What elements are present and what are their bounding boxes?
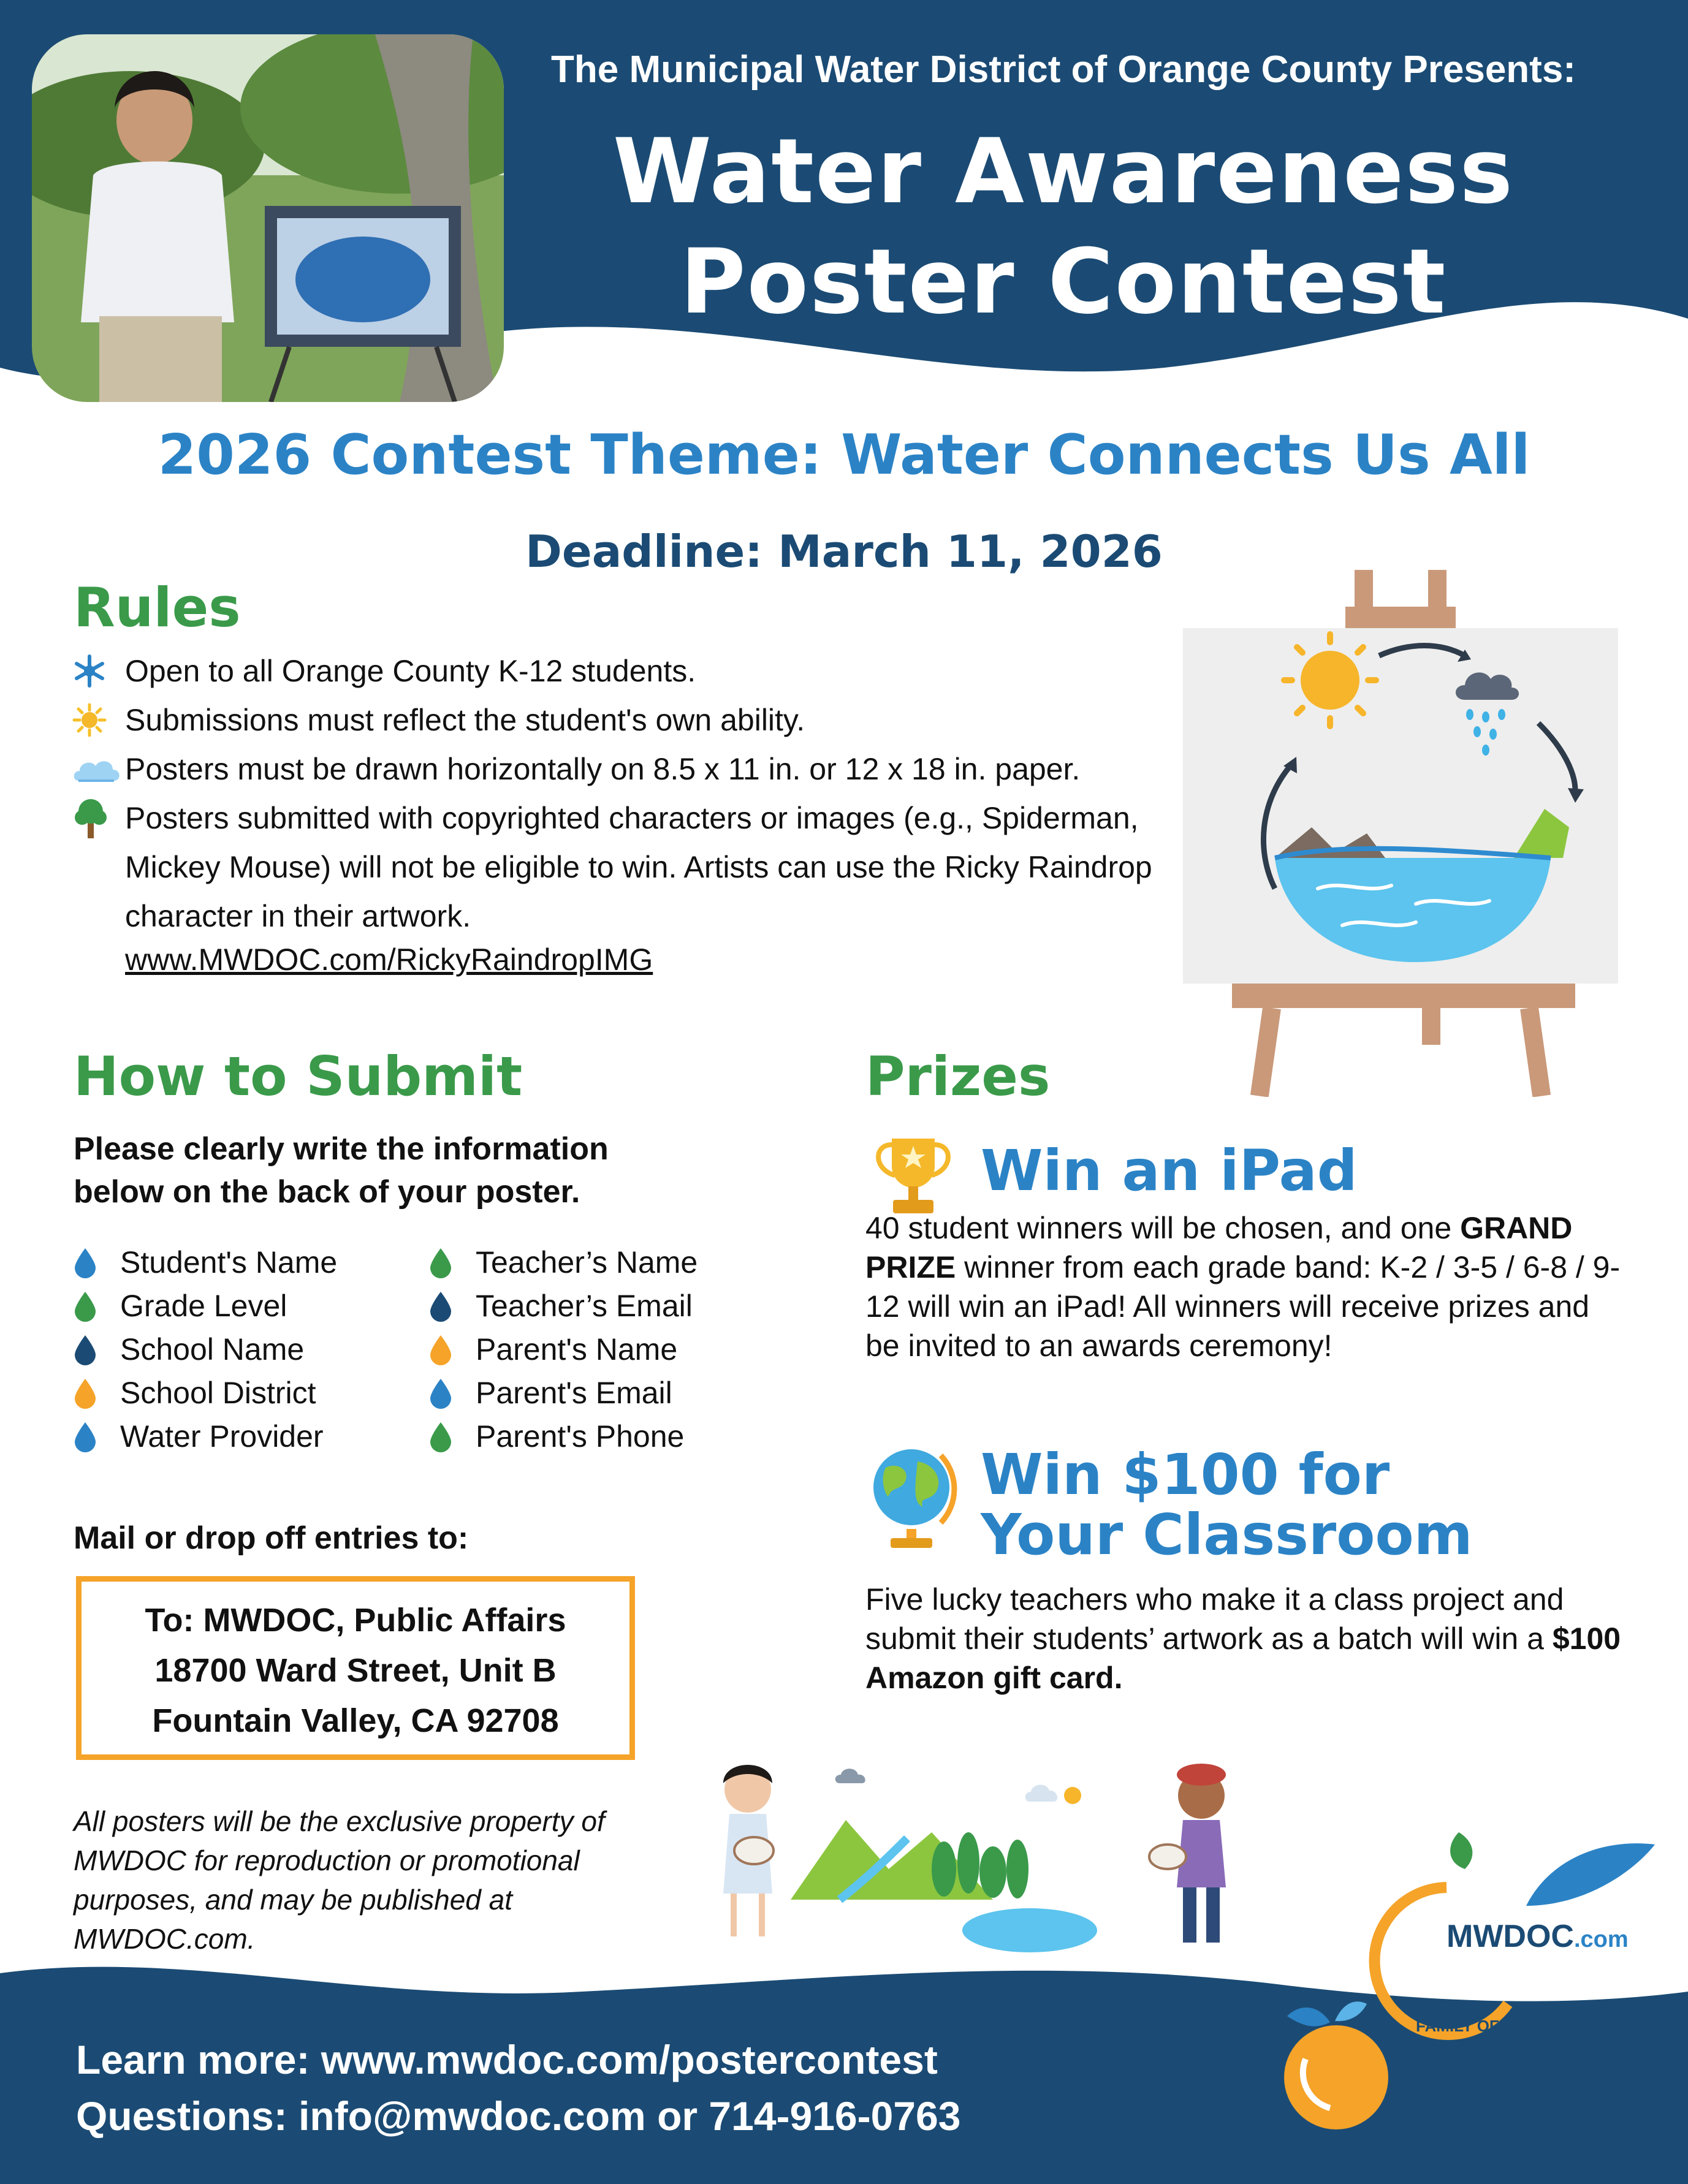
water-drop-icon (429, 1284, 476, 1328)
classroom-title-line-1: Win $100 for (981, 1442, 1390, 1507)
rule-text: Open to all Orange County K-12 students. (125, 654, 696, 688)
field-label: Teacher’s Email (476, 1289, 693, 1323)
water-drop-icon (429, 1415, 476, 1458)
presenter-line: The Municipal Water District of Orange County Presents: (551, 48, 1576, 91)
ipad-text-part: winner from each grade band: K-2 / 3-5 / 6-8 / 9-12 will win an iPad! All winners will receive prizes and be invited to an awards ceremony! (865, 1250, 1621, 1363)
field-item (74, 1284, 337, 1328)
mwdoc-logo-tagline (1416, 2016, 1673, 2055)
logo-tagline-line: WATER PROVIDERS (1416, 2036, 1571, 2055)
title-line-1: Water Awareness (612, 119, 1515, 224)
water-drop-icon (429, 1328, 476, 1371)
field-item (429, 1284, 698, 1328)
grand-prize-label: GRAND PRIZE (865, 1211, 1573, 1284)
logo-tagline-line: FAMILY OF ORANGE COUNTY (1416, 2017, 1646, 2035)
field-label: Parent's Name (476, 1332, 678, 1367)
page-title (466, 116, 1661, 337)
learn-more-link[interactable]: Learn more: www.mwdoc.com/postercontest (76, 2037, 938, 2082)
field-item (429, 1371, 698, 1415)
required-fields-left (74, 1241, 337, 1458)
field-item (74, 1328, 337, 1371)
trophy-icon (867, 1132, 959, 1218)
required-fields-right (429, 1241, 698, 1458)
water-drop-icon (74, 1328, 120, 1371)
classroom-title-line-2: Your Classroom (981, 1502, 1473, 1568)
classroom-text-part: Five lucky teachers who make it a class project and submit their students’ artwork as a batch will win a (865, 1582, 1564, 1656)
logo-suffix-text: .com (1573, 1927, 1629, 1952)
rule-item (72, 696, 1206, 745)
easel-water-cycle-illustration (1183, 570, 1618, 1097)
address-line: Fountain Valley, CA 92708 (152, 1702, 559, 1739)
water-drop-icon (74, 1241, 120, 1284)
water-drop-icon (429, 1371, 476, 1415)
field-label: Teacher’s Name (476, 1245, 698, 1280)
rule-text: Posters must be drawn horizontally on 8.5 x 11 in. or 12 x 18 in. paper. (125, 752, 1081, 786)
rules-list (72, 646, 1206, 941)
gift-card-label: $100 Amazon gift card. (865, 1621, 1621, 1695)
field-label: School District (120, 1376, 316, 1410)
questions-contact[interactable]: Questions: info@mwdoc.com or 714-916-0763 (76, 2093, 961, 2139)
rule-text: Posters submitted with copyrighted characters or images (e.g., Spiderman, Mickey Mouse) will not be eligible to win. Artists can use the Ricky Raindrop character in their artwork. (125, 801, 1152, 933)
field-item (429, 1241, 698, 1284)
field-label: Parent's Phone (476, 1419, 685, 1454)
water-drop-icon (74, 1415, 120, 1458)
field-item (74, 1415, 337, 1458)
title-line-2: Poster Contest (680, 230, 1447, 334)
field-label: Student's Name (120, 1245, 338, 1280)
cloud-icon (72, 745, 125, 794)
kids-painting-illustration (686, 1746, 1275, 1955)
ricky-raindrop-link[interactable]: www.MWDOC.com/RickyRaindropIMG (125, 942, 653, 977)
ownership-disclaimer: All posters will be the exclusive property of MWDOC for reproduction or promotional purposes, and may be published at MWDOC.com. (74, 1805, 605, 1955)
field-label: Parent's Email (476, 1376, 672, 1410)
rule-text: Submissions must reflect the student's own ability. (125, 703, 805, 737)
field-label: School Name (120, 1332, 305, 1367)
address-line: To: MWDOC, Public Affairs (145, 1602, 566, 1639)
logo-name-text: MWDOC (1447, 1919, 1574, 1954)
snowflake-icon (72, 646, 125, 696)
rule-item (72, 646, 1206, 696)
address-line: 18700 Ward Street, Unit B (154, 1652, 557, 1689)
mwdoc-logo (1263, 1820, 1667, 2139)
ipad-prize-title: Win an iPad (981, 1138, 1358, 1204)
mail-label: Mail or drop off entries to: (74, 1520, 469, 1556)
prizes-heading: Prizes (865, 1045, 1051, 1108)
classroom-prize-text (865, 1580, 1632, 1697)
sun-icon (72, 696, 125, 745)
student-photo (32, 34, 504, 402)
water-drop-icon (74, 1284, 120, 1328)
field-item (429, 1328, 698, 1371)
rules-heading: Rules (74, 576, 241, 639)
field-item (74, 1371, 337, 1415)
classroom-prize-title (981, 1442, 1594, 1568)
field-item (429, 1415, 698, 1458)
mwdoc-logo-name (1447, 1918, 1629, 1955)
contest-theme: 2026 Contest Theme: Water Connects Us All (158, 423, 1530, 487)
mailing-address-box (76, 1576, 635, 1760)
globe-icon (867, 1443, 959, 1550)
ipad-text-part: 40 student winners will be chosen, and one (865, 1211, 1461, 1245)
deadline: Deadline: March 11, 2026 (525, 526, 1163, 577)
water-drop-icon (429, 1241, 476, 1284)
water-drop-icon (74, 1371, 120, 1415)
ipad-prize-text (865, 1208, 1632, 1365)
how-to-submit-intro: Please clearly write the information below on the back of your poster. (74, 1131, 609, 1210)
rule-item (72, 794, 1206, 941)
how-to-submit-heading: How to Submit (74, 1045, 523, 1108)
field-item (74, 1241, 337, 1284)
field-label: Water Provider (120, 1419, 324, 1454)
tree-icon (72, 794, 125, 843)
field-label: Grade Level (120, 1289, 287, 1323)
rule-item (72, 745, 1206, 794)
footer-contact (76, 2031, 960, 2144)
